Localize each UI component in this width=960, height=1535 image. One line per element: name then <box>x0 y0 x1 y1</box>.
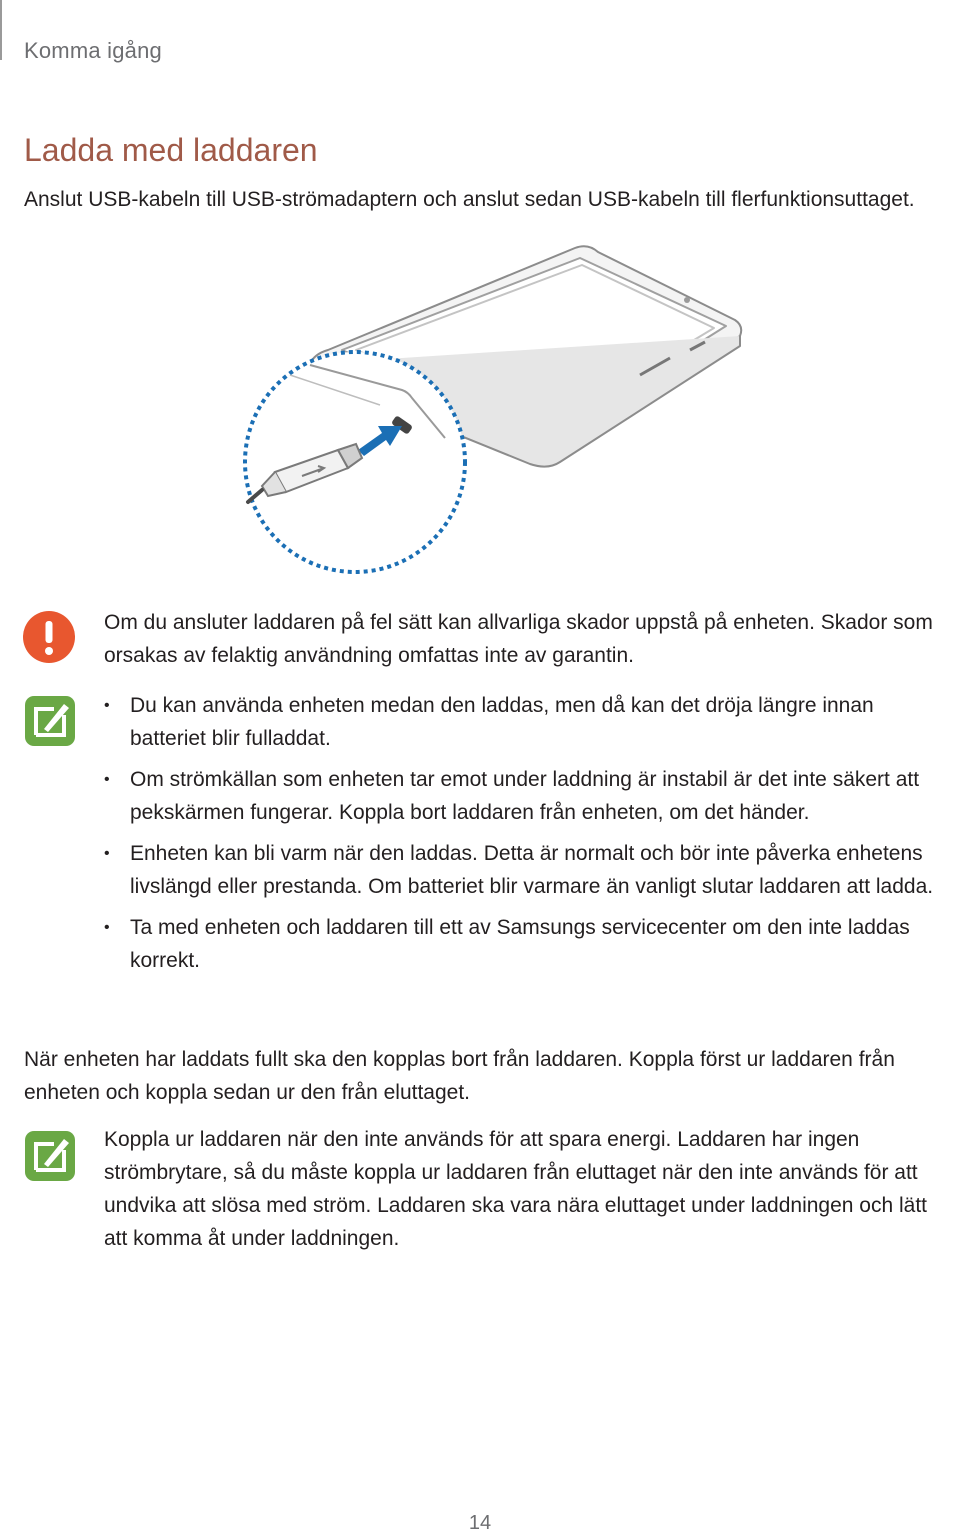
page-number: 14 <box>468 1512 492 1534</box>
intro-text: Anslut USB-kabeln till USB-strömadaptern och anslut sedan USB-kabeln till flerfunktionsuttaget. <box>24 188 915 211</box>
note-icon <box>24 695 76 747</box>
note-icon <box>24 1130 76 1182</box>
list-item: • Ta med enheten och laddaren till ett av Samsungs servicecenter om den inte laddas korrekt. <box>104 916 910 972</box>
note2-text: Koppla ur laddaren när den inte används för att spara energi. Laddaren har ingen strömbrytare, så du måste koppla ur laddaren från eluttaget när den inte används för att undvika att slösa med ström. Laddaren ska vara nära eluttaget under laddningen och lätt att komma åt under laddningen. <box>104 1128 928 1250</box>
caution-text: Om du ansluter laddaren på fel sätt kan allvarliga skador uppstå på enheten. Skador som orsakas av felaktig användning omfattas inte av garantin. <box>104 611 933 667</box>
list-item: • Om strömkällan som enheten tar emot under laddning är instabil är det inte säkert att pekskärmen fungerar. Koppla bort laddaren från enheten, om det händer. <box>104 768 920 824</box>
list-item: • Du kan använda enheten medan den laddas, men då kan det dröja längre innan batteriet blir fulladdat. <box>104 694 874 750</box>
caution-icon <box>22 610 76 664</box>
phone-usb-charging-illustration <box>230 240 750 580</box>
list-item: • Enheten kan bli varm när den laddas. Detta är normalt och bör inte påverka enhetens livslängd eller prestanda. Om batteriet blir varmare än vanligt slutar laddaren att ladda. <box>104 842 934 898</box>
zoom-circle <box>245 352 465 572</box>
after-charging-text: När enheten har laddats fullt ska den kopplas bort från laddaren. Koppla först ur laddaren från enheten och koppla sedan ur den från eluttaget. <box>24 1048 895 1104</box>
note-bullet-list <box>104 689 954 985</box>
running-head: Komma igång <box>24 38 162 63</box>
page-rule <box>0 0 2 60</box>
section-title: Ladda med laddaren <box>24 132 318 168</box>
